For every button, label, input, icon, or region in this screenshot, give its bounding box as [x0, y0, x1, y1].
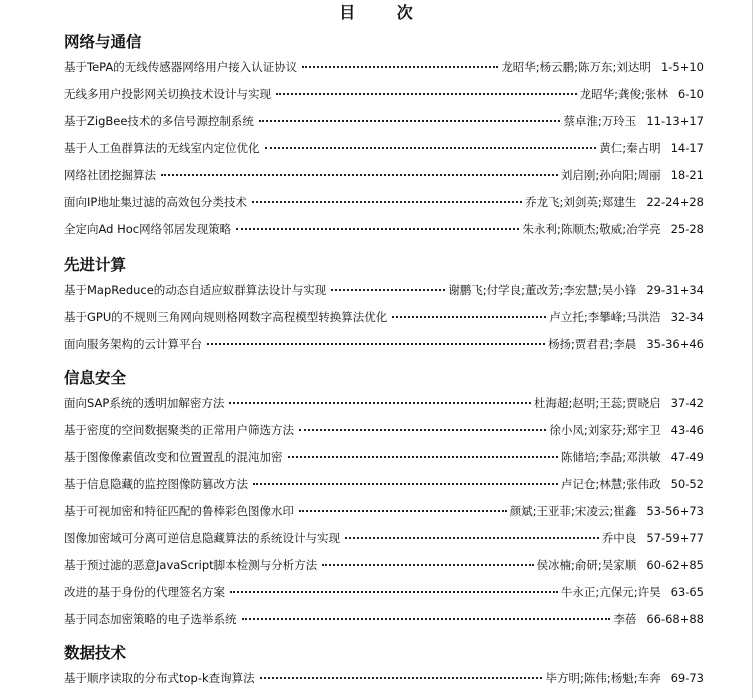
- section-heading: 信息安全: [64, 369, 127, 387]
- entry-pages: 11-13+17: [646, 114, 704, 128]
- entry-title: 基于TePA的无线传感器网络用户接入认证协议: [64, 60, 298, 74]
- toc-entry[interactable]: [64, 304, 704, 331]
- toc-entry[interactable]: [64, 108, 704, 135]
- entry-pages: 22-24+28: [646, 195, 704, 209]
- entry-title: 基于同态加密策略的电子选举系统: [64, 612, 237, 626]
- dot-leader: [392, 316, 546, 318]
- dot-leader: [260, 677, 543, 679]
- toc-entry[interactable]: [64, 331, 704, 358]
- entry-title: 基于密度的空间数据聚类的正常用户筛选方法: [64, 423, 294, 437]
- toc-title: 目 次: [339, 3, 431, 22]
- entry-title: 全定向Ad Hoc网络邻居发现策略: [64, 222, 232, 236]
- dot-leader: [299, 429, 546, 431]
- entry-pages: 47-49: [670, 450, 704, 464]
- toc-entry[interactable]: [64, 135, 704, 162]
- dot-leader: [253, 483, 558, 485]
- entry-pages: 63-65: [670, 585, 704, 599]
- entry-title: 图像加密域可分离可逆信息隐藏算法的系统设计与实现: [64, 531, 340, 545]
- dot-leader: [230, 591, 558, 593]
- entry-title: 面向SAP系统的透明加解密方法: [64, 396, 225, 410]
- entry-pages: 37-42: [670, 396, 704, 410]
- entry-authors: 徐小凤;刘家芬;郑宇卫: [549, 423, 661, 437]
- dot-leader: [322, 564, 533, 566]
- entry-authors: 陈储培;李晶;邓洪敏: [560, 450, 661, 464]
- dot-leader: [331, 289, 445, 291]
- entry-pages: 1-5+10: [660, 60, 704, 74]
- entry-authors: 李蓓: [613, 612, 637, 626]
- entry-title: 基于信息隐藏的监控图像防篡改方法: [64, 477, 248, 491]
- section-heading: 网络与通信: [64, 33, 142, 51]
- entry-pages: 66-68+88: [646, 612, 704, 626]
- entry-pages: 32-34: [670, 310, 704, 324]
- dot-leader: [161, 174, 558, 176]
- entry-authors: 杨扬;贾君君;李晨: [548, 337, 637, 351]
- entry-authors: 卢记仓;林慧;张伟政: [560, 477, 661, 491]
- entry-title: 网络社团挖掘算法: [64, 168, 156, 182]
- dot-leader: [345, 537, 599, 539]
- entry-authors: 刘启刚;孙向阳;周丽: [560, 168, 661, 182]
- toc-entry[interactable]: [64, 54, 704, 81]
- toc-entry[interactable]: [64, 444, 704, 471]
- entry-pages: 14-17: [670, 141, 704, 155]
- entry-pages: 25-28: [670, 222, 704, 236]
- entry-title: 基于可视加密和特征匹配的鲁棒彩色图像水印: [64, 504, 294, 518]
- toc-entry[interactable]: [64, 162, 704, 189]
- toc-entry[interactable]: [64, 81, 704, 108]
- dot-leader: [229, 402, 531, 404]
- entry-authors: 毕方明;陈伟;杨魁;车奔: [545, 671, 661, 685]
- dot-leader: [302, 66, 498, 68]
- entry-title: 基于ZigBee技术的多信号源控制系统: [64, 114, 254, 128]
- entry-title: 基于人工鱼群算法的无线室内定位优化: [64, 141, 260, 155]
- entry-authors: 谢鹏飞;付学良;董改芳;李宏慧;吴小锋: [448, 283, 637, 297]
- entry-title: 基于MapReduce的动态自适应蚁群算法设计与实现: [64, 283, 327, 297]
- entry-pages: 6-10: [677, 87, 704, 101]
- entry-title: 面向IP地址集过滤的高效包分类技术: [64, 195, 247, 209]
- dot-leader: [236, 228, 519, 230]
- entry-pages: 53-56+73: [646, 504, 704, 518]
- dot-leader: [242, 618, 611, 620]
- dot-leader: [288, 456, 558, 458]
- toc-section: [64, 366, 704, 633]
- section-heading: 先进计算: [64, 256, 127, 274]
- section-heading: 数据技术: [64, 644, 127, 662]
- entry-title: 基于预过滤的恶意JavaScript脚本检测与分析方法: [64, 558, 318, 572]
- toc-section: [64, 30, 704, 243]
- entry-authors: 朱永利;陈顺杰;敬威;冶学亮: [522, 222, 661, 236]
- entry-title: 基于顺序读取的分布式top-k查询算法: [64, 671, 255, 685]
- entry-authors: 颜斌;王亚菲;宋凌云;崔鑫: [509, 504, 637, 518]
- toc-entry[interactable]: [64, 277, 704, 304]
- entry-pages: 43-46: [670, 423, 704, 437]
- entry-authors: 乔中良: [601, 531, 637, 545]
- dot-leader: [259, 120, 561, 122]
- dot-leader: [299, 510, 507, 512]
- toc-entry[interactable]: [64, 606, 704, 633]
- entry-pages: 60-62+85: [646, 558, 704, 572]
- dot-leader: [252, 201, 522, 203]
- entry-authors: 杜海超;赵明;王蕊;贾晓启: [533, 396, 661, 410]
- entry-authors: 黄仁;秦占明: [599, 141, 661, 155]
- dot-leader: [265, 147, 597, 149]
- entry-pages: 18-21: [670, 168, 704, 182]
- toc-entry[interactable]: [64, 552, 704, 579]
- entry-pages: 29-31+34: [646, 283, 704, 297]
- toc-entry[interactable]: [64, 189, 704, 216]
- toc-entry[interactable]: [64, 665, 704, 692]
- entry-title: 改进的基于身份的代理签名方案: [64, 585, 225, 599]
- entry-authors: 龙昭华;杨云鹏;陈万东;刘达明: [501, 60, 651, 74]
- entry-authors: 侯冰楠;俞研;吴家顺: [536, 558, 637, 572]
- toc-entry[interactable]: [64, 390, 704, 417]
- entry-authors: 卢立托;李攀峰;马洪浩: [549, 310, 661, 324]
- dot-leader: [276, 93, 577, 95]
- entry-title: 面向服务架构的云计算平台: [64, 337, 202, 351]
- toc-entry[interactable]: [64, 216, 704, 243]
- entry-pages: 50-52: [670, 477, 704, 491]
- toc-entry[interactable]: [64, 417, 704, 444]
- toc-section: [64, 641, 704, 692]
- entry-authors: 乔龙飞;刘剑英;郑建生: [525, 195, 637, 209]
- entry-title: 基于GPU的不规则三角网向规则格网数字高程模型转换算法优化: [64, 310, 388, 324]
- dot-leader: [207, 343, 545, 345]
- entry-pages: 69-73: [670, 671, 704, 685]
- toc-entry[interactable]: [64, 471, 704, 498]
- entry-pages: 35-36+46: [646, 337, 704, 351]
- toc-entry[interactable]: [64, 525, 704, 552]
- entry-authors: 龙昭华;龚俊;张林: [579, 87, 668, 101]
- toc-entry[interactable]: [64, 579, 704, 606]
- entry-pages: 57-59+77: [646, 531, 704, 545]
- toc-entry[interactable]: [64, 498, 704, 525]
- entry-authors: 牛永正;亢保元;许昊: [560, 585, 661, 599]
- entry-title: 基于图像像素值改变和位置置乱的混沌加密: [64, 450, 283, 464]
- entry-title: 无线多用户投影网关切换技术设计与实现: [64, 87, 271, 101]
- toc-section: [64, 253, 704, 358]
- entry-authors: 蔡卓淮;万玲玉: [563, 114, 637, 128]
